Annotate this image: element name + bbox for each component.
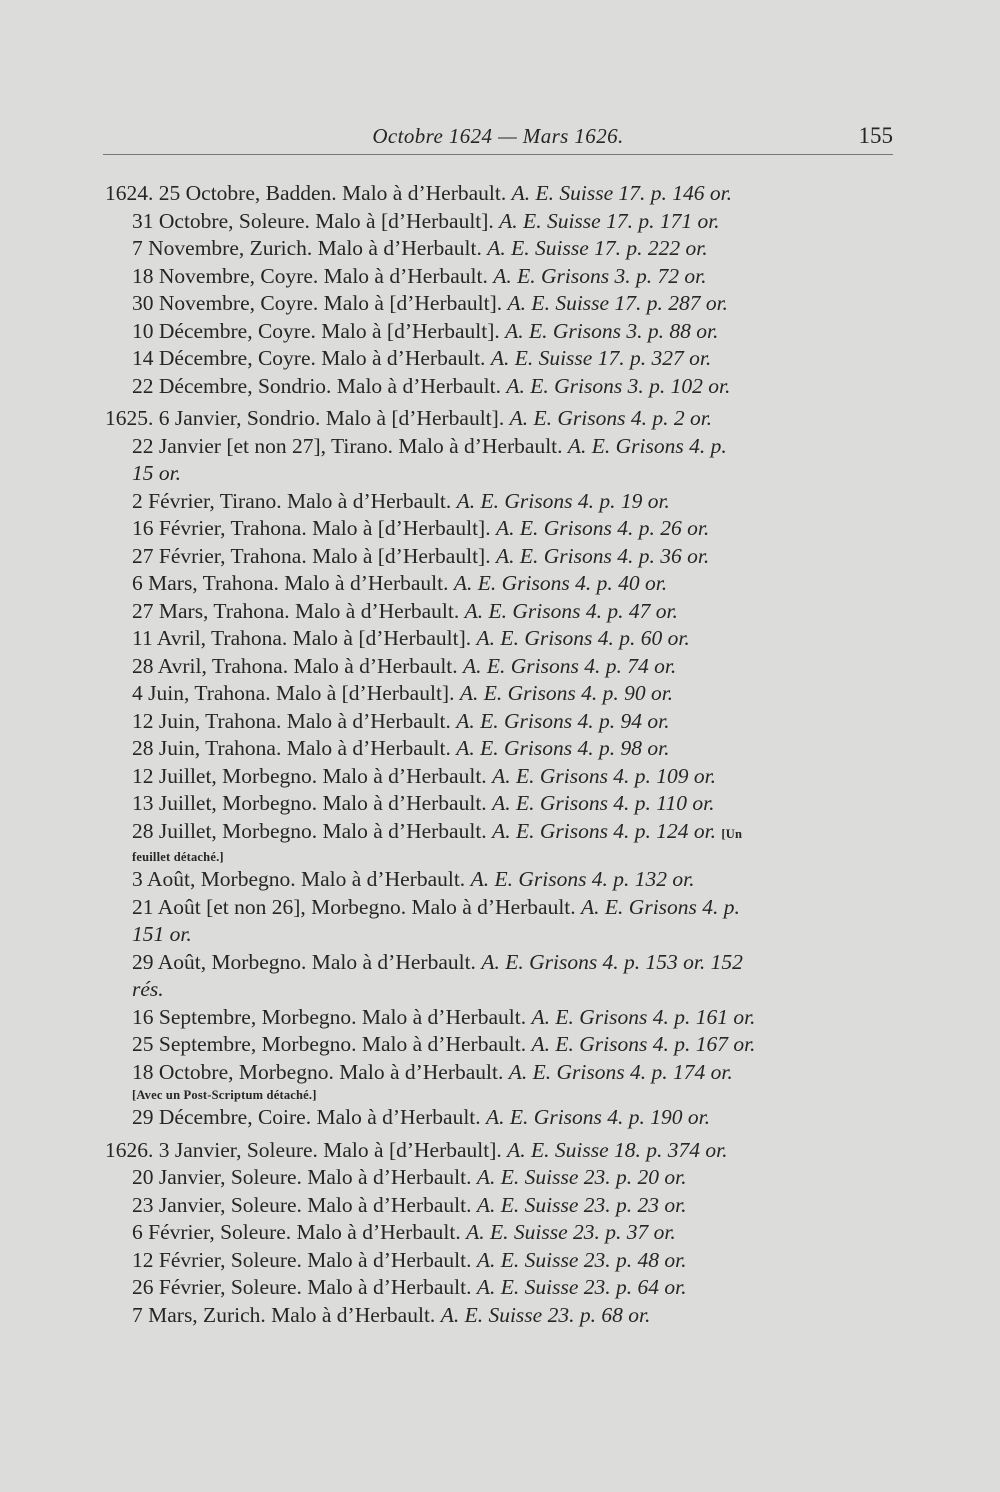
entry-reference: A. E. Suisse 23. p. 20 or. [476,1165,687,1189]
list-item [105,949,900,1004]
entry-reference: A. E. Suisse 17. p. 327 or. [490,346,712,370]
entry-text: 31 Octobre, Soleure. Malo à [d’Herbault]. [132,208,494,233]
entry-text: 2 Février, Tirano. Malo à d’Herbault. [132,488,452,513]
entry-text: 27 Février, Trahona. Malo à [d’Herbault]. [132,543,491,568]
entry-reference: A. E. Grisons 4. p. 167 or. [531,1032,756,1056]
entry-reference: A. E. Suisse 23. p. 68 or. [440,1302,651,1327]
entry-note-continuation: feuillet détaché.] [132,850,224,864]
list-item [105,1247,900,1275]
page-number: 155 [858,123,893,148]
list-item [105,290,900,318]
entry-text: 6 Mars, Trahona. Malo à d’Herbault. [132,571,449,595]
entry-text: 28 Avril, Trahona. Malo à d’Herbault. [132,653,458,678]
list-item [105,1031,900,1059]
entry-text: 13 Juillet, Morbegno. Malo à d’Herbault. [132,791,487,815]
list-item [105,735,900,763]
list-item [105,866,900,894]
entry-text: 6 Janvier, Sondrio. Malo à [d’Herbault]. [158,406,505,430]
entry-list [105,180,900,1329]
list-item [105,790,900,818]
list-item [105,708,900,736]
list-item [105,1137,900,1165]
entry-reference: A. E. Suisse 23. p. 48 or. [476,1247,687,1272]
list-item [105,1164,900,1192]
entry-reference: A. E. Grisons 4. p. 90 or. [459,681,674,705]
entry-reference: A. E. Grisons 3. p. 72 or. [493,263,707,288]
entry-text: 12 Juin, Trahona. Malo à d’Herbault. [132,708,451,733]
list-item [105,1004,900,1032]
entry-reference: A. E. Suisse 23. p. 23 or. [476,1192,687,1217]
list-item [105,543,900,571]
running-title: Octobre 1624 — Mars 1626. [372,124,624,148]
entry-reference: A. E. Suisse 17. p. 171 or. [499,208,720,233]
entry-reference: A. E. Grisons 4. p. 19 or. [456,488,670,513]
list-item [105,1104,900,1132]
entry-reference: A. E. Grisons 4. p. 110 or. [492,791,715,815]
entry-text: 25 Octobre, Badden. Malo à d’Herbault. [158,181,507,205]
entry-text: 3 Janvier, Soleure. Malo à [d’Herbault]. [158,1137,502,1162]
entry-text: 25 Septembre, Morbegno. Malo à d’Herbault. [132,1032,527,1056]
entry-text: 11 Avril, Trahona. Malo à [d’Herbault]. [132,626,472,650]
entry-text: 30 Novembre, Coyre. Malo à [d’Herbault]. [132,291,503,315]
entry-text: 16 Septembre, Morbegno. Malo à d’Herbault. [132,1004,527,1029]
entry-text: 18 Octobre, Morbegno. Malo à d’Herbault. [132,1059,504,1084]
entry-reference: A. E. Grisons 3. p. 102 or. [506,373,731,398]
list-item [105,208,900,236]
entry-text: 3 Août, Morbegno. Malo à d’Herbault. [132,867,466,891]
entry-text: 22 Janvier [et non 27], Tirano. Malo à d’Herbault. [132,433,563,458]
list-item [105,763,900,791]
entry-reference: A. E. Suisse 17. p. 287 or. [507,291,728,315]
entry-reference: A. E. Grisons 4. p. 36 or. [495,543,710,568]
list-item [105,318,900,346]
list-item [105,180,900,208]
entry-reference-continuation: rés. [132,977,164,1001]
entry-reference: A. E. Grisons 3. p. 88 or. [505,318,719,343]
entry-text: 14 Décembre, Coyre. Malo à d’Herbault. [132,346,486,370]
entry-reference-continuation: 151 or. [132,922,192,946]
list-item [105,263,900,291]
entry-reference: A. E. Grisons 4. p. 161 or. [531,1004,756,1029]
list-item [105,625,900,653]
entry-year: 1625. [105,406,154,430]
entry-text: 28 Juin, Trahona. Malo à d’Herbault. [132,736,451,760]
entry-reference: A. E. Suisse 18. p. 374 or. [507,1137,728,1162]
list-item [105,1302,900,1330]
entry-text: 20 Janvier, Soleure. Malo à d’Herbault. [132,1165,472,1189]
list-item [105,1219,900,1247]
entry-reference: A. E. Suisse 17. p. 146 or. [511,181,732,205]
entry-note: [Un [721,826,743,841]
list-item [105,488,900,516]
list-item [105,894,900,949]
list-item [105,598,900,626]
entry-reference: A. E. Suisse 23. p. 64 or. [476,1275,687,1299]
entry-text: 6 Février, Soleure. Malo à d’Herbault. [132,1220,461,1244]
entry-text: 21 Août [et non 26], Morbegno. Malo à d’Herbault. [132,894,576,919]
entry-reference: A. E. Grisons 4. p. 132 or. [470,867,695,891]
entry-text: 18 Novembre, Coyre. Malo à d’Herbault. [132,263,488,288]
entry-text: 27 Mars, Trahona. Malo à d’Herbault. [132,598,460,623]
list-item [105,1059,900,1105]
entry-text: 29 Décembre, Coire. Malo à d’Herbault. [132,1105,481,1129]
entry-text: 10 Décembre, Coyre. Malo à [d’Herbault]. [132,318,500,343]
list-item [105,818,900,867]
entry-text: 28 Juillet, Morbegno. Malo à d’Herbault. [132,818,487,843]
list-item [105,433,900,488]
list-item [105,570,900,598]
entry-reference: A. E. Grisons 4. p. [581,894,740,919]
list-item [105,515,900,543]
entry-reference: A. E. Grisons 4. p. 124 or. [492,818,717,843]
entry-reference: A. E. Grisons 4. p. 190 or. [486,1105,711,1129]
entry-text: 26 Février, Soleure. Malo à d’Herbault. [132,1275,472,1299]
entry-text: 12 Juillet, Morbegno. Malo à d’Herbault. [132,763,487,788]
list-item [105,1192,900,1220]
entry-text: 23 Janvier, Soleure. Malo à d’Herbault. [132,1192,472,1217]
entry-reference: A. E. Grisons 4. p. 47 or. [464,598,678,623]
page-header [103,120,893,155]
entry-text: 29 Août, Morbegno. Malo à d’Herbault. [132,949,476,974]
entry-reference: A. E. Grisons 4. p. 2 or. [509,406,713,430]
entry-reference: A. E. Suisse 17. p. 222 or. [487,236,708,260]
entry-text: 16 Février, Trahona. Malo à [d’Herbault]. [132,516,491,540]
entry-reference-continuation: 15 or. [132,461,181,485]
list-item [105,373,900,401]
entry-reference: A. E. Grisons 4. p. 174 or. [508,1059,733,1084]
entry-reference: A. E. Grisons 4. p. 94 or. [456,708,670,733]
entry-text: 22 Décembre, Sondrio. Malo à d’Herbault. [132,373,501,398]
list-item [105,405,900,433]
entry-reference: A. E. Grisons 4. p. 40 or. [453,571,668,595]
list-item [105,235,900,263]
entry-year: 1624. [105,181,154,205]
entry-reference: A. E. Grisons 4. p. 98 or. [456,736,670,760]
entry-reference: A. E. Suisse 23. p. 37 or. [466,1220,676,1244]
list-item [105,345,900,373]
entry-text: 7 Mars, Zurich. Malo à d’Herbault. [132,1302,436,1327]
entry-reference: A. E. Grisons 4. p. 74 or. [463,653,677,678]
entry-note-continuation: [Avec un Post-Scriptum détaché.] [132,1088,317,1102]
entry-reference: A. E. Grisons 4. p. 153 or. 152 [481,949,743,974]
entry-text: 7 Novembre, Zurich. Malo à d’Herbault. [132,236,482,260]
list-item [105,680,900,708]
entry-year: 1626. [105,1137,154,1162]
list-item [105,653,900,681]
entry-text: 4 Juin, Trahona. Malo à [d’Herbault]. [132,681,455,705]
entry-text: 12 Février, Soleure. Malo à d’Herbault. [132,1247,472,1272]
list-item [105,1274,900,1302]
entry-reference: A. E. Grisons 4. p. 26 or. [495,516,710,540]
entry-reference: A. E. Grisons 4. p. [567,433,727,458]
entry-reference: A. E. Grisons 4. p. 109 or. [492,763,717,788]
entry-reference: A. E. Grisons 4. p. 60 or. [476,626,690,650]
